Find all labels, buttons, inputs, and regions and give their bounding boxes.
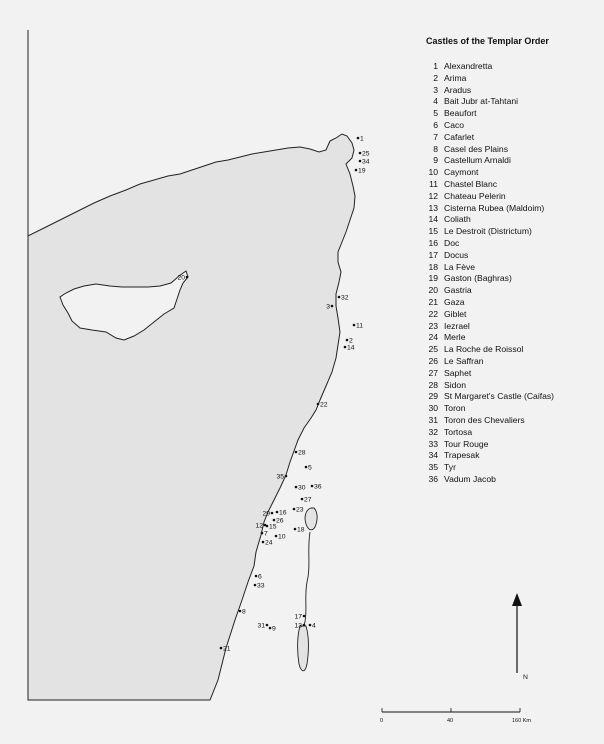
castle-marker	[303, 615, 306, 618]
castle-label: 29	[262, 510, 270, 518]
legend-item	[424, 368, 554, 380]
legend-item	[424, 309, 554, 321]
legend-item-name: Sidon	[444, 379, 466, 390]
castle-marker	[344, 346, 347, 349]
legend-item-number: 2	[433, 72, 438, 83]
legend-item-name: Caco	[444, 119, 465, 130]
castle-label: 9	[272, 625, 276, 633]
castle-label: 17	[294, 613, 302, 621]
castle-marker	[285, 475, 288, 478]
legend-item	[424, 214, 554, 226]
castle-label: 20	[177, 274, 185, 282]
legend-item	[424, 427, 554, 439]
legend-item-name: Gaza	[444, 296, 465, 307]
castle-marker	[266, 525, 269, 528]
legend-item-name: Merle	[444, 332, 466, 343]
legend-item	[424, 73, 554, 85]
castle-marker	[276, 511, 279, 514]
castle-marker	[303, 624, 306, 627]
legend-item-number: 13	[428, 202, 438, 213]
legend-item-name: Cafarlet	[444, 131, 475, 142]
legend-item	[424, 262, 554, 274]
legend-item	[424, 108, 554, 120]
legend-item	[424, 179, 554, 191]
legend-item-name: Beaufort	[444, 108, 477, 119]
legend-item-number: 1	[433, 61, 438, 71]
castle-label: 26	[276, 517, 284, 525]
castle-label: 6	[258, 573, 262, 581]
legend-item	[424, 226, 554, 238]
legend-item-number: 34	[428, 450, 438, 461]
castle-label: 10	[278, 533, 286, 541]
legend-title: Castles of the Templar Order	[426, 36, 549, 46]
legend-item-name: Caymont	[444, 167, 479, 178]
legend-item	[424, 344, 554, 356]
legend-item	[424, 144, 554, 156]
castle-marker	[271, 512, 274, 515]
castle-marker	[331, 305, 334, 308]
legend-item-number: 26	[428, 355, 438, 366]
legend-item-name: Chateau Pelerin	[444, 190, 506, 201]
legend-item	[424, 462, 554, 474]
legend-item	[424, 61, 554, 73]
castle-marker	[269, 627, 272, 630]
castle-label: 28	[298, 449, 306, 457]
legend-item-name: Le Destroit (Districtum)	[444, 226, 532, 237]
castle-marker	[353, 324, 356, 327]
castle-label: 22	[320, 401, 328, 409]
castle-label: 32	[341, 294, 349, 302]
legend-item-number: 30	[428, 403, 438, 414]
castle-marker	[305, 466, 308, 469]
legend-item	[424, 132, 554, 144]
jordan-river	[304, 532, 310, 626]
castle-label: 21	[223, 645, 231, 653]
scale-label-start: 0	[380, 718, 384, 724]
castle-marker	[293, 508, 296, 511]
castle-marker	[261, 532, 264, 535]
legend-item	[424, 474, 554, 486]
legend-item	[424, 297, 554, 309]
castle-label: 34	[362, 158, 370, 166]
legend-item-name: Toron des Chevaliers	[444, 414, 525, 425]
legend-item	[424, 285, 554, 297]
legend-item-name: Le Saffran	[444, 355, 484, 366]
legend-item	[424, 191, 554, 203]
castle-label: 7	[264, 530, 268, 538]
legend-item-number: 11	[429, 178, 438, 189]
castle-label: 24	[265, 539, 273, 547]
castle-label: 4	[312, 622, 316, 630]
legend-item	[424, 356, 554, 368]
legend-item	[424, 439, 554, 451]
castle-marker	[317, 403, 320, 406]
legend-item-number: 24	[428, 332, 438, 343]
legend-item-number: 8	[433, 143, 438, 154]
sea-of-galilee	[305, 508, 317, 530]
castle-label: 13	[294, 622, 302, 630]
legend-item-number: 19	[428, 273, 438, 284]
castle-label: 30	[298, 484, 306, 492]
castle-label: 27	[304, 496, 312, 504]
legend-item-number: 36	[428, 473, 438, 484]
castle-label: 3	[326, 303, 330, 311]
legend-item-name: Trapesak	[444, 450, 480, 461]
legend-item-name: Iezrael	[444, 320, 470, 331]
castle-label: 16	[279, 509, 287, 517]
castle-marker	[346, 339, 349, 342]
legend-item	[424, 238, 554, 250]
legend-item	[424, 96, 554, 108]
legend-item-number: 9	[433, 155, 438, 166]
legend-item-name: Casel des Plains	[444, 143, 509, 154]
legend-item-name: Castellum Arnaldi	[444, 155, 511, 166]
legend-item-name: Aradus	[444, 84, 472, 95]
legend-item-number: 22	[428, 308, 438, 319]
legend-item	[424, 273, 554, 285]
castle-label: 12	[255, 522, 263, 530]
castle-marker	[295, 486, 298, 489]
legend-item-name: Docus	[444, 249, 469, 260]
legend-item-name: Tyr	[444, 462, 456, 473]
dead-sea	[298, 626, 309, 671]
legend-item	[424, 403, 554, 415]
castle-marker	[239, 610, 242, 613]
legend-item-name: Toron	[444, 403, 466, 414]
legend-item	[424, 391, 554, 403]
legend-item-number: 5	[433, 108, 438, 119]
castle-label: 14	[347, 344, 355, 352]
legend-item	[424, 321, 554, 333]
legend-item-number: 3	[433, 84, 438, 95]
castle-marker	[357, 137, 360, 140]
castle-label: 33	[257, 582, 265, 590]
legend-item-number: 18	[428, 261, 438, 272]
castle-marker	[359, 152, 362, 155]
castle-label: 5	[308, 464, 312, 472]
legend-item	[424, 332, 554, 344]
castle-label: 35	[276, 473, 284, 481]
castle-marker	[220, 647, 223, 650]
castle-marker	[295, 451, 298, 454]
legend-item-name: Tortosa	[444, 426, 473, 437]
legend-item-number: 32	[428, 426, 438, 437]
legend-item	[424, 203, 554, 215]
castle-marker	[359, 160, 362, 163]
castle-label: 23	[296, 506, 304, 514]
legend-item-number: 33	[428, 438, 438, 449]
legend-item	[424, 380, 554, 392]
castle-label: 25	[362, 150, 370, 158]
legend-item-name: Saphet	[444, 367, 472, 378]
castle-marker	[338, 296, 341, 299]
castle-marker	[255, 575, 258, 578]
legend-item-number: 14	[428, 214, 438, 225]
legend-item-number: 12	[428, 190, 438, 201]
legend-item-name: Alexandretta	[444, 61, 493, 71]
legend-item-name: Vadum Jacob	[444, 473, 496, 484]
legend-item-number: 31	[428, 414, 438, 425]
north-arrow-label: N	[523, 674, 528, 681]
legend-item-name: Arima	[444, 72, 467, 83]
castle-label: 19	[358, 167, 366, 175]
legend-item-number: 7	[433, 131, 438, 142]
legend-item-number: 28	[428, 379, 438, 390]
legend-item-name: La Fève	[444, 261, 476, 272]
castle-marker	[266, 624, 269, 627]
legend-item	[424, 450, 554, 462]
castle-marker	[273, 519, 276, 522]
legend-item-number: 23	[428, 320, 438, 331]
legend-item-name: St Margaret's Castle (Caifas)	[444, 391, 555, 402]
legend-item-number: 17	[428, 249, 438, 260]
castle-marker	[275, 535, 278, 538]
legend-item-name: Tour Rouge	[444, 438, 489, 449]
legend-item-number: 6	[433, 119, 438, 130]
castle-label: 8	[242, 608, 246, 616]
castle-label: 1	[360, 135, 364, 143]
legend-item-number: 21	[428, 296, 438, 307]
castle-label: 18	[297, 526, 305, 534]
legend-item	[424, 415, 554, 427]
castle-marker	[311, 485, 314, 488]
legend-item-number: 4	[433, 96, 438, 107]
legend-item-name: Giblet	[444, 308, 467, 319]
legend-item-number: 20	[428, 285, 438, 296]
legend-item-name: Gastria	[444, 285, 472, 296]
castle-label: 36	[314, 483, 322, 491]
castle-marker	[294, 528, 297, 531]
legend-item-number: 10	[428, 167, 438, 178]
legend-item-name: Coliath	[444, 214, 471, 225]
legend-item-name: Doc	[444, 237, 460, 248]
castle-label: 15	[269, 523, 277, 531]
north-arrow	[512, 593, 528, 681]
castle-label: 2	[349, 337, 353, 345]
legend-item-name: Bait Jubr at-Tahtani	[444, 96, 519, 107]
legend-item	[424, 250, 554, 262]
scale-label-end: 160 Km	[512, 718, 531, 724]
legend-item-number: 35	[428, 462, 438, 473]
legend-item-name: Cisterna Rubea (Maldoim)	[444, 202, 545, 213]
castle-marker	[186, 276, 189, 279]
legend-item-number: 29	[428, 391, 438, 402]
legend-item	[424, 120, 554, 132]
legend-item	[424, 167, 554, 179]
castle-marker	[254, 584, 257, 587]
legend-item	[424, 155, 554, 167]
legend-item	[424, 85, 554, 97]
legend-item-name: Chastel Blanc	[444, 178, 498, 189]
scale-label-mid: 40	[447, 718, 454, 724]
legend-item-number: 27	[428, 367, 438, 378]
castle-marker	[262, 541, 265, 544]
legend-item-name: La Roche de Roissol	[444, 344, 524, 355]
castle-marker	[309, 624, 312, 627]
legend-item-name: Gaston (Baghras)	[444, 273, 512, 284]
legend-item-number: 15	[428, 226, 438, 237]
castle-label: 31	[257, 622, 265, 630]
castle-marker	[301, 498, 304, 501]
legend-item-number: 25	[428, 344, 438, 355]
castle-label: 11	[356, 322, 364, 330]
scale-bar	[380, 708, 531, 724]
legend-list	[424, 61, 554, 486]
castle-marker	[355, 169, 358, 172]
legend-item-number: 16	[428, 237, 438, 248]
